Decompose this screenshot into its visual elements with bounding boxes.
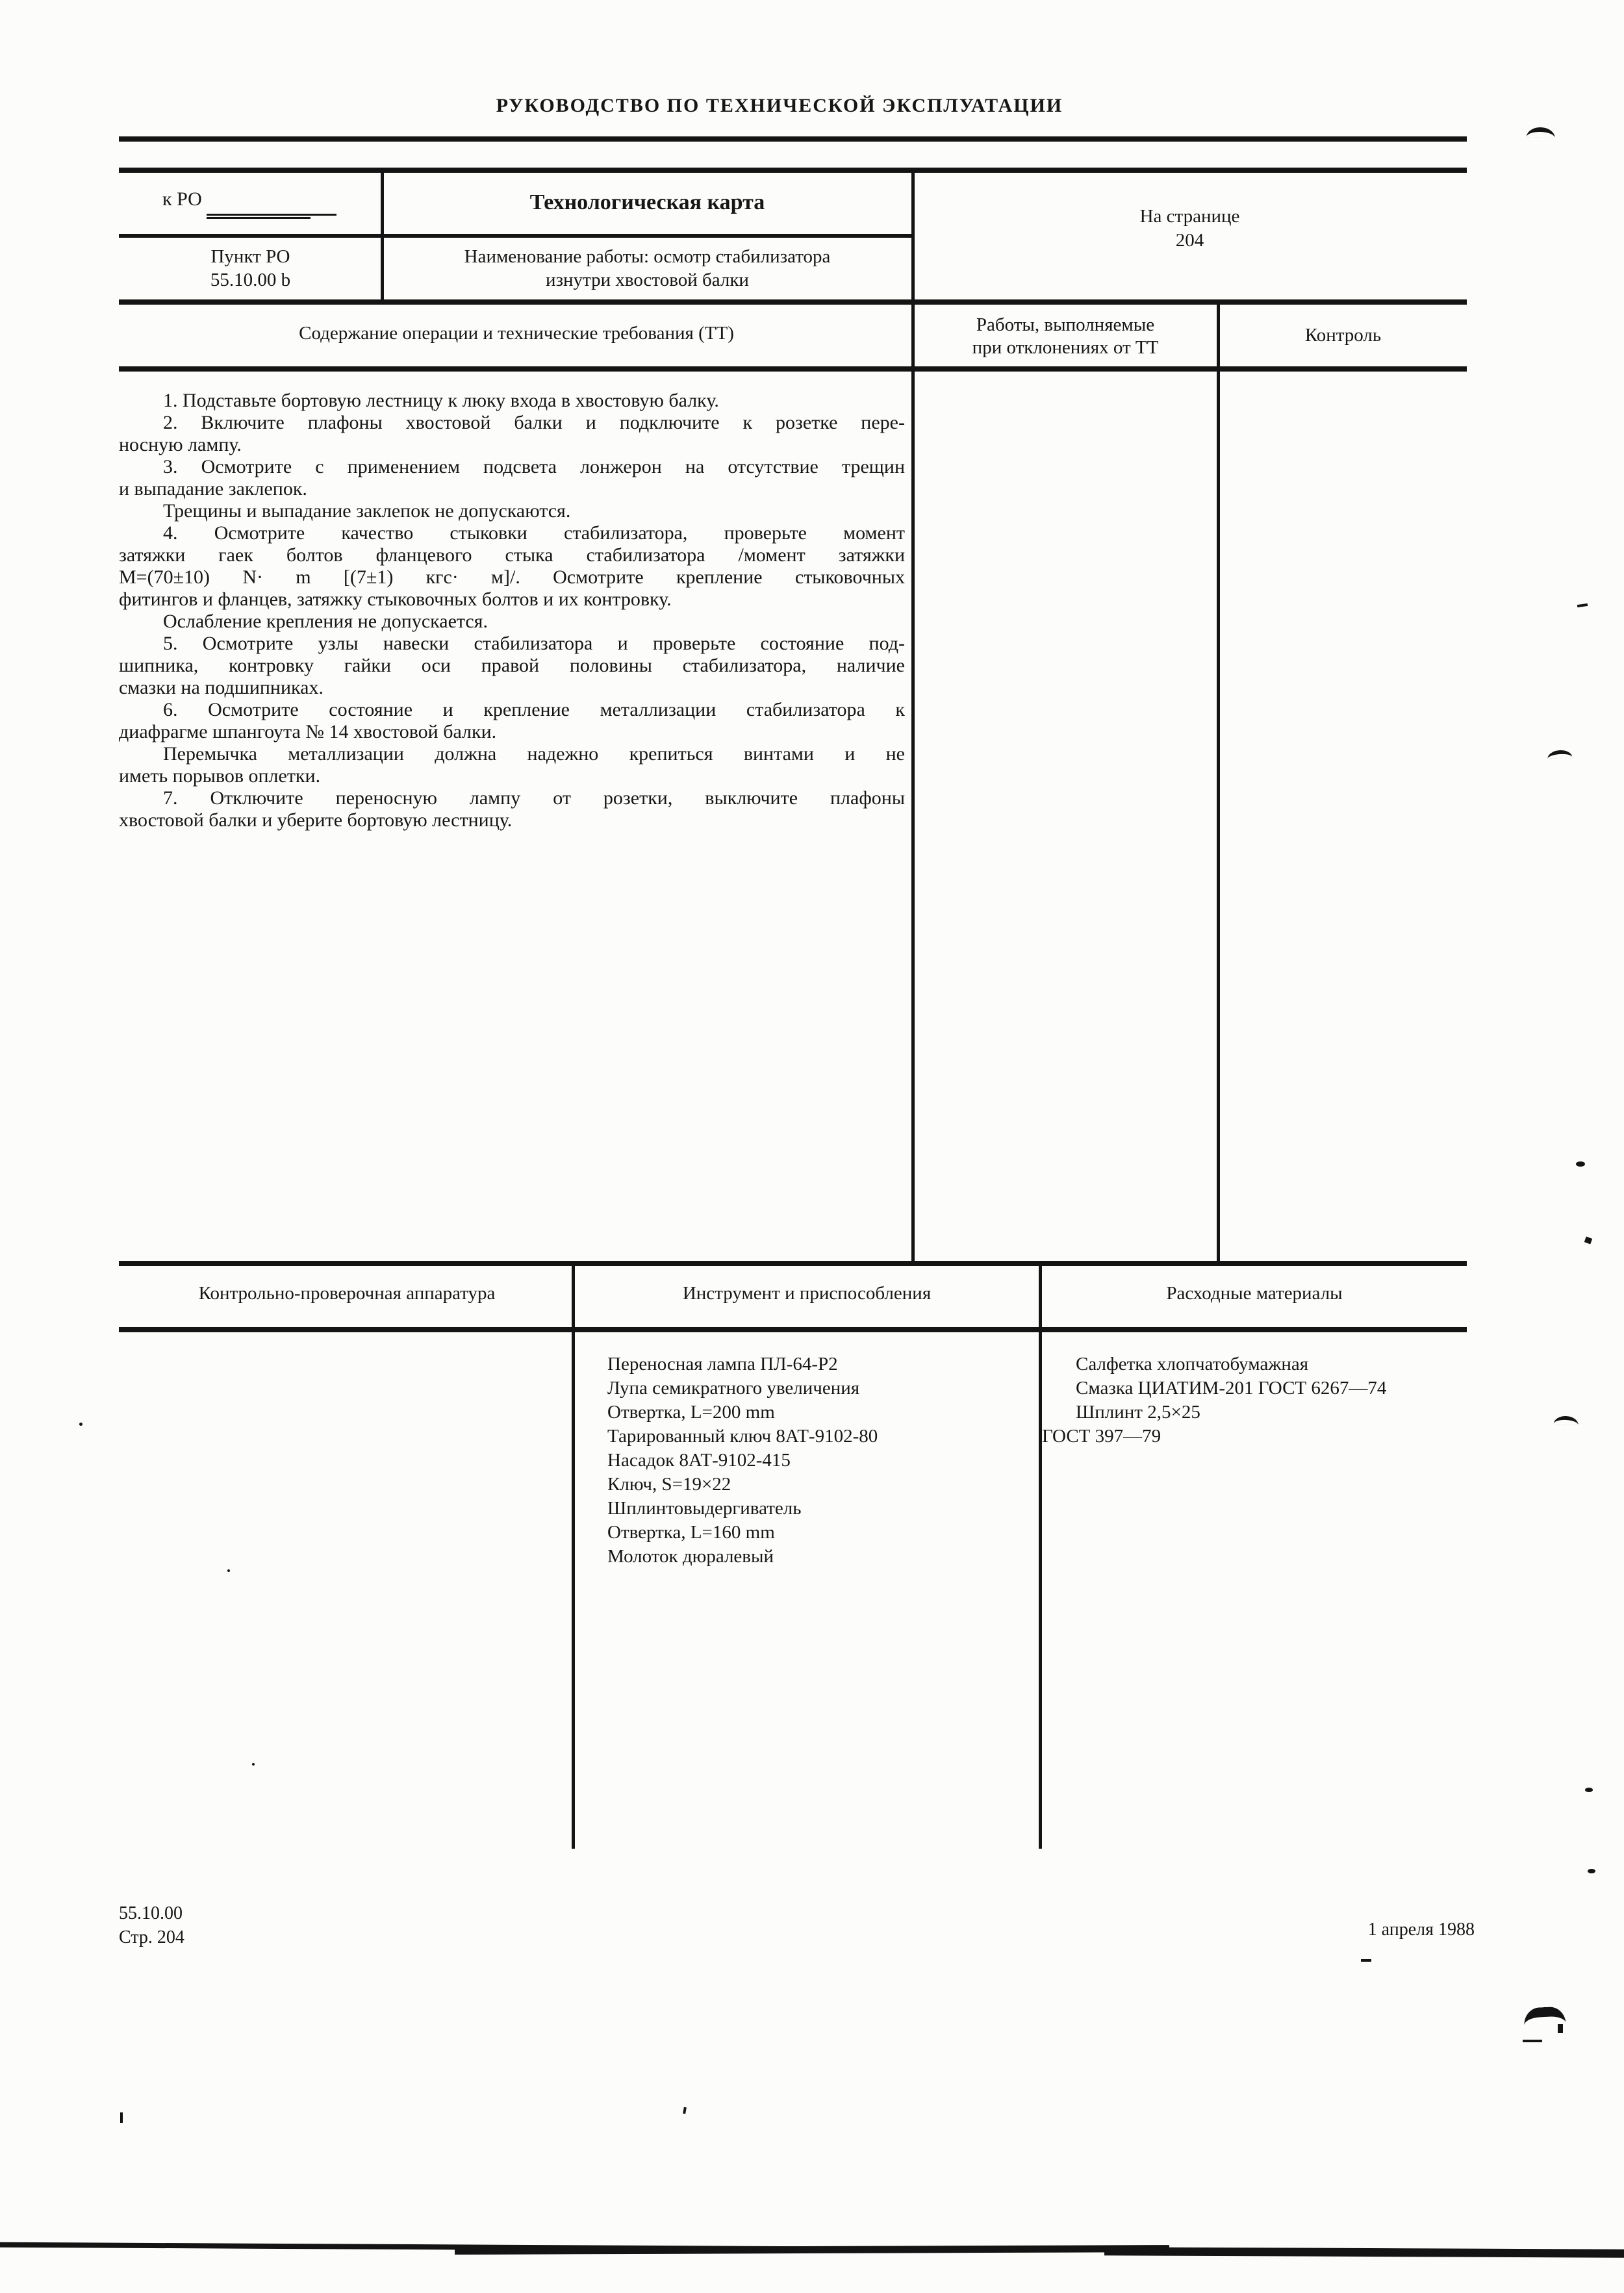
ro-point-label: Пункт РО bbox=[210, 246, 290, 267]
deviations-column-header-line1: Работы, выполняемые bbox=[976, 314, 1155, 335]
list-item: Ключ, S=19×22 bbox=[607, 1474, 731, 1495]
list-item: Шплинтовыдергиватель bbox=[607, 1498, 802, 1519]
list-item: Переносная лампа ПЛ-64-Р2 bbox=[607, 1354, 838, 1375]
rule-header-row-divider bbox=[119, 234, 914, 238]
to-ro-label: к РО bbox=[162, 188, 202, 210]
ro-point-value: 55.10.00 b bbox=[210, 270, 291, 290]
on-page-number: 204 bbox=[1175, 230, 1204, 251]
text-line: фитингов и фланцев, затяжку стыковочных болтов и их контровку. bbox=[119, 589, 672, 610]
operation-paragraph bbox=[119, 787, 905, 831]
card-title: Технологическая карта bbox=[529, 190, 765, 214]
divider-operations-col2 bbox=[1217, 299, 1220, 1266]
materials-column-header: Расходные материалы bbox=[1166, 1283, 1343, 1304]
scan-artifact bbox=[1584, 1237, 1592, 1245]
divider-resources-col2 bbox=[1039, 1261, 1042, 1849]
text-line: смазки на подшипниках. bbox=[119, 677, 324, 698]
text-line: Ослабление крепления не допускается. bbox=[163, 611, 488, 632]
list-item: ГОСТ 397—79 bbox=[1042, 1426, 1161, 1447]
on-page-label: На странице bbox=[1139, 206, 1240, 227]
scan-artifact bbox=[683, 2107, 687, 2114]
rule-top-1 bbox=[119, 136, 1467, 142]
operation-paragraph bbox=[119, 522, 905, 611]
scan-artifact bbox=[1576, 1161, 1585, 1167]
rule-resources-table-top bbox=[119, 1261, 1467, 1266]
rule-operations-header-bottom bbox=[119, 366, 1467, 372]
scan-artifact bbox=[79, 1423, 82, 1426]
operation-paragraph bbox=[119, 500, 905, 522]
list-item: Лупа семикратного увеличения bbox=[607, 1378, 860, 1399]
list-item: Смазка ЦИАТИМ-201 ГОСТ 6267—74 bbox=[1076, 1378, 1387, 1399]
operation-paragraph bbox=[119, 633, 905, 699]
work-name-line1: Наименование работы: осмотр стабилизатора bbox=[464, 246, 831, 267]
scan-artifact bbox=[227, 1569, 230, 1572]
to-ro-blank-line-2 bbox=[207, 217, 311, 219]
scan-artifact bbox=[1527, 127, 1556, 138]
text-line: иметь порывов оплетки. bbox=[119, 765, 321, 787]
scan-artifact bbox=[1361, 1959, 1371, 1962]
scan-artifact bbox=[1547, 750, 1573, 759]
rule-header-table-bottom bbox=[119, 299, 1467, 305]
operation-paragraph bbox=[119, 456, 905, 500]
text-line: 2. Включите плафоны хвостовой балки и подключите к розетке пере- bbox=[163, 412, 905, 433]
text-line: шипника, контровку гайки оси правой половины стабилизатора, наличие bbox=[119, 655, 905, 676]
list-item: Отвертка, L=200 mm bbox=[607, 1402, 775, 1423]
tools-column-header: Инструмент и приспособления bbox=[682, 1283, 932, 1304]
scan-artifact bbox=[1523, 2040, 1542, 2042]
text-line: 6. Осмотрите состояние и крепление металлизации стабилизатора к bbox=[163, 699, 905, 720]
operation-paragraph bbox=[119, 743, 905, 787]
text-line: затяжки гаек болтов фланцевого стыка стабилизатора /момент затяжки bbox=[119, 544, 905, 566]
scan-artifact bbox=[120, 2112, 123, 2123]
text-line: 1. Подставьте бортовую лестницу к люку входа в хвостовую балку. bbox=[163, 390, 719, 411]
list-item: Салфетка хлопчатобумажная bbox=[1076, 1354, 1309, 1375]
scan-artifact bbox=[1588, 1869, 1595, 1873]
list-item: Молоток дюралевый bbox=[607, 1546, 774, 1567]
scan-artifact bbox=[1585, 1788, 1593, 1792]
operation-paragraph bbox=[119, 390, 905, 412]
control-column-header: Контроль bbox=[1304, 325, 1382, 346]
text-line: 7. Отключите переносную лампу от розетки, выключите плафоны bbox=[163, 787, 905, 809]
scan-artifact bbox=[252, 1763, 255, 1766]
list-item: Шплинт 2,5×25 bbox=[1076, 1402, 1200, 1423]
footer-page-number: Стр. 204 bbox=[119, 1927, 184, 1947]
instruments-column-header: Контрольно-проверочная аппаратура bbox=[198, 1283, 496, 1304]
list-item: Насадок 8АТ-9102-415 bbox=[607, 1450, 791, 1471]
text-line: диафрагме шпангоута № 14 хвостовой балки. bbox=[119, 721, 497, 742]
footer-section-code: 55.10.00 bbox=[119, 1903, 183, 1923]
scan-artifact bbox=[1554, 1415, 1579, 1425]
text-line: носную лампу. bbox=[119, 434, 242, 455]
operation-paragraph bbox=[119, 699, 905, 743]
scan-edge-line bbox=[1104, 2247, 1624, 2258]
page-title: РУКОВОДСТВО ПО ТЕХНИЧЕСКОЙ ЭКСПЛУАТАЦИИ bbox=[496, 95, 1063, 116]
work-name-line2: изнутри хвостовой балки bbox=[546, 270, 749, 290]
text-line: М=(70±10) N· m [(7±1) кгс· м]/. Осмотрите крепление стыковочных bbox=[119, 566, 905, 588]
tools-list bbox=[607, 1352, 1023, 1569]
operation-paragraph bbox=[119, 611, 905, 633]
deviations-column-header-line2: при отклонениях от ТТ bbox=[972, 337, 1159, 358]
rule-resources-header-bottom bbox=[119, 1327, 1467, 1332]
text-line: 4. Осмотрите качество стыковки стабилизатора, проверьте момент bbox=[163, 522, 905, 544]
operations-content bbox=[119, 390, 905, 831]
text-line: Перемычка металлизации должна надежно крепиться винтами и не bbox=[163, 743, 905, 765]
scan-artifact bbox=[1577, 603, 1588, 607]
operations-column-header: Содержание операции и технические требования (ТТ) bbox=[299, 323, 734, 344]
text-line: Трещины и выпадание заклепок не допускаются. bbox=[163, 500, 571, 522]
text-line: хвостовой балки и уберите бортовую лестницу. bbox=[119, 809, 513, 831]
divider-resources-col1 bbox=[572, 1261, 575, 1849]
operation-paragraph bbox=[119, 412, 905, 456]
materials-list bbox=[1042, 1352, 1464, 1449]
scan-artifact bbox=[1558, 2024, 1563, 2033]
text-line: и выпадание заклепок. bbox=[119, 478, 307, 500]
footer-date: 1 апреля 1988 bbox=[1367, 1919, 1475, 1940]
list-item: Тарированный ключ 8АТ-9102-80 bbox=[607, 1426, 878, 1447]
list-item: Отвертка, L=160 mm bbox=[607, 1522, 775, 1543]
text-line: 5. Осмотрите узлы навески стабилизатора и проверьте состояние под- bbox=[163, 633, 905, 654]
rule-header-table-top bbox=[119, 168, 1467, 173]
text-line: 3. Осмотрите с применением подсвета лонжерон на отсутствие трещин bbox=[163, 456, 905, 477]
to-ro-blank-line bbox=[207, 214, 336, 216]
